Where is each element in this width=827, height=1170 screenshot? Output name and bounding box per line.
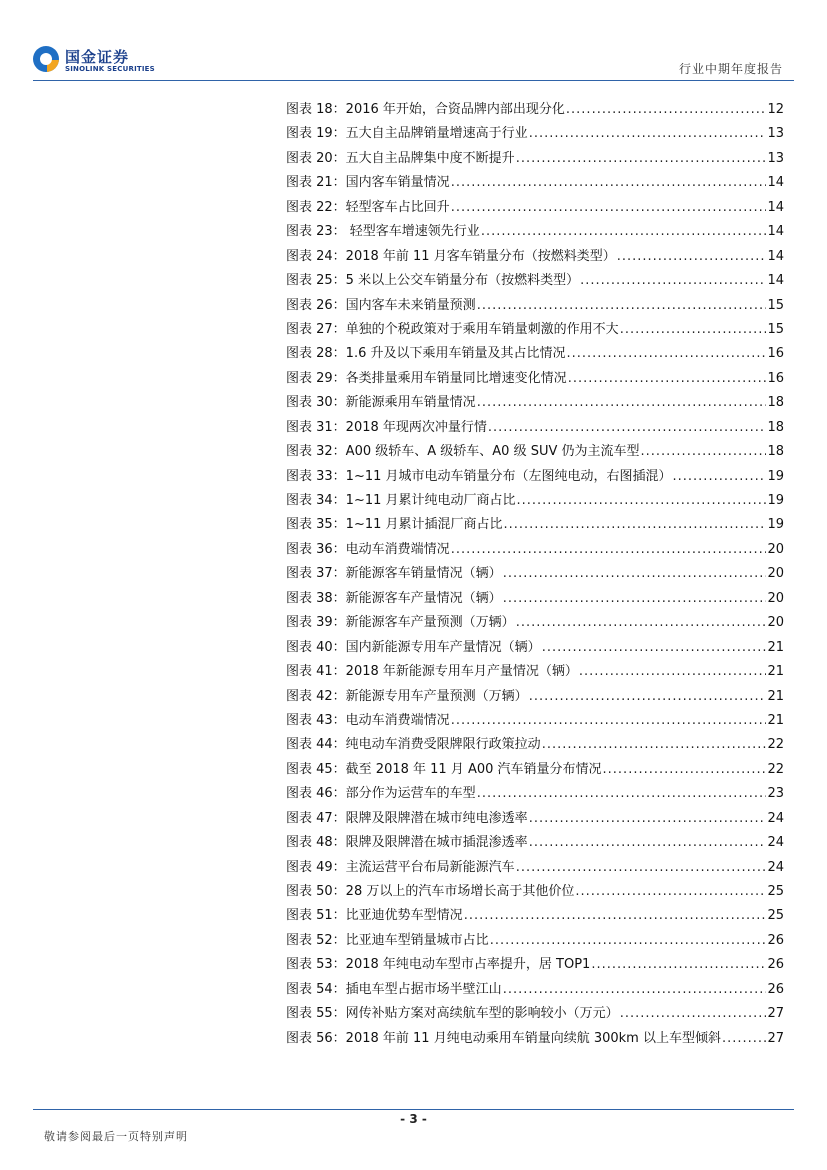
toc-entry[interactable] (286, 294, 784, 318)
toc-entry-page: 26 (767, 981, 784, 997)
toc-entry[interactable] (286, 440, 784, 464)
toc-entry-label: 图表 44：纯电动车消费受限牌限行政策拉动 (286, 737, 541, 753)
toc-entry[interactable] (286, 660, 784, 684)
toc-entry-page: 14 (767, 273, 784, 289)
toc-leader-dots (566, 342, 766, 366)
toc-entry-label: 图表 20：五大自主品牌集中度不断提升 (286, 150, 515, 166)
toc-entry-label: 图表 48：限牌及限牌潜在城市插混渗透率 (286, 835, 528, 851)
toc-entry[interactable] (286, 147, 784, 171)
toc-entry-label: 图表 21：国内客车销量情况 (286, 175, 450, 191)
toc-entry[interactable] (286, 122, 784, 146)
toc-entry-page: 24 (767, 810, 784, 826)
toc-entry-page: 18 (767, 419, 784, 435)
disclaimer-note: 敬请参阅最后一页特别声明 (44, 1130, 188, 1143)
toc-leader-dots (620, 318, 767, 342)
toc-entry-page: 15 (767, 297, 784, 313)
toc-entry[interactable] (286, 856, 784, 880)
header-divider (33, 80, 794, 81)
logo-english-name: SINOLINK SECURITIES (65, 65, 155, 73)
toc-entry-page: 27 (767, 1006, 784, 1022)
toc-entry[interactable] (286, 465, 784, 489)
toc-entry-page: 25 (767, 908, 784, 924)
toc-leader-dots (503, 587, 767, 611)
toc-entry[interactable] (286, 904, 784, 928)
toc-entry[interactable] (286, 611, 784, 635)
toc-entry[interactable] (286, 758, 784, 782)
toc-entry-page: 26 (767, 957, 784, 973)
toc-entry-label: 图表 53：2018 年纯电动车型市占率提升，居 TOP1 (286, 957, 591, 973)
toc-entry-page: 21 (767, 688, 784, 704)
toc-leader-dots (464, 904, 767, 928)
toc-leader-dots (481, 220, 767, 244)
company-logo (33, 45, 163, 77)
toc-entry[interactable] (286, 1027, 784, 1051)
toc-entry[interactable] (286, 953, 784, 977)
toc-entry-label: 图表 35：1~11 月累计插混厂商占比 (286, 517, 503, 533)
toc-entry-page: 20 (767, 590, 784, 606)
toc-entry[interactable] (286, 171, 784, 195)
toc-leader-dots (477, 782, 767, 806)
toc-entry-page: 13 (767, 126, 784, 142)
toc-entry[interactable] (286, 489, 784, 513)
toc-entry[interactable] (286, 709, 784, 733)
toc-entry-page: 14 (767, 224, 784, 240)
toc-entry[interactable] (286, 342, 784, 366)
toc-entry-label: 图表 45：截至 2018 年 11 月 A00 汽车销量分布情况 (286, 761, 602, 777)
toc-entry-page: 15 (767, 321, 784, 337)
toc-leader-dots (641, 440, 767, 464)
toc-entry[interactable] (286, 220, 784, 244)
toc-entry-label: 图表 22：轻型客车占比回升 (286, 199, 450, 215)
footer-divider (33, 1109, 794, 1110)
toc-entry[interactable] (286, 98, 784, 122)
toc-leader-dots (591, 953, 766, 977)
toc-entry-page: 21 (767, 712, 784, 728)
toc-entry-page: 16 (767, 346, 784, 362)
toc-entry-page: 19 (767, 517, 784, 533)
toc-leader-dots (529, 831, 767, 855)
toc-entry-page: 14 (767, 175, 784, 191)
toc-leader-dots (451, 196, 767, 220)
table-of-figures (286, 98, 784, 1051)
toc-leader-dots (580, 269, 766, 293)
toc-entry-label: 图表 29：各类排量乘用车销量同比增速变化情况 (286, 370, 567, 386)
toc-leader-dots (504, 513, 767, 537)
toc-entry-label: 图表 55：网传补贴方案对高续航车型的影响较小（万元） (286, 1006, 619, 1022)
toc-entry-page: 18 (767, 395, 784, 411)
toc-entry-page: 14 (767, 248, 784, 264)
toc-leader-dots (575, 880, 766, 904)
toc-entry-label: 图表 41：2018 年新能源专用车月产量情况（辆） (286, 664, 578, 680)
toc-entry-label: 图表 34：1~11 月累计纯电动厂商占比 (286, 493, 516, 508)
toc-entry[interactable] (286, 685, 784, 709)
report-type-label: 行业中期年度报告 (678, 62, 783, 76)
toc-entry[interactable] (286, 318, 784, 342)
logo-chinese-name: 国金证券 (65, 48, 130, 66)
toc-entry-label: 图表 24：2018 年前 11 月客车销量分布（按燃料类型） (286, 248, 616, 264)
toc-leader-dots (542, 636, 767, 660)
toc-entry-page: 22 (767, 761, 784, 777)
toc-leader-dots (673, 465, 767, 489)
toc-entry-label: 图表 25：5 米以上公交车销量分布（按燃料类型） (286, 273, 580, 289)
toc-entry-page: 25 (767, 884, 784, 899)
toc-entry-page: 20 (767, 566, 784, 582)
toc-entry-label: 图表 46：部分作为运营车的车型 (286, 786, 476, 802)
toc-entry-label: 图表 40：国内新能源专用车产量情况（辆） (286, 639, 541, 655)
toc-leader-dots (516, 147, 767, 171)
toc-leader-dots (542, 733, 767, 757)
toc-entry-label: 图表 51：比亚迪优势车型情况 (286, 908, 463, 924)
toc-leader-dots (488, 416, 767, 440)
toc-entry[interactable] (286, 245, 784, 269)
toc-leader-dots (451, 538, 767, 562)
toc-leader-dots (477, 294, 767, 318)
toc-entry-page: 12 (767, 102, 784, 117)
logo-mark-icon (33, 46, 59, 72)
toc-entry-label: 图表 27：单独的个税政策对于乘用车销量刺激的作用不大 (286, 321, 619, 337)
toc-entry[interactable] (286, 587, 784, 611)
toc-entry-page: 24 (767, 835, 784, 851)
toc-entry[interactable] (286, 196, 784, 220)
toc-entry[interactable] (286, 513, 784, 537)
toc-entry[interactable] (286, 733, 784, 757)
toc-entry-label: 图表 33：1~11 月城市电动车销量分布（左图纯电动，右图插混） (286, 468, 672, 484)
toc-entry-page: 18 (767, 444, 784, 460)
toc-entry-label: 图表 39：新能源客车产量预测（万辆） (286, 615, 515, 631)
toc-entry-label: 图表 49：主流运营平台布局新能源汽车 (286, 859, 515, 875)
toc-entry[interactable] (286, 1002, 784, 1026)
toc-leader-dots (603, 758, 767, 782)
toc-leader-dots (516, 611, 767, 635)
toc-entry[interactable] (286, 562, 784, 586)
toc-leader-dots (529, 685, 767, 709)
toc-entry[interactable] (286, 391, 784, 415)
toc-leader-dots (490, 929, 767, 953)
toc-leader-dots (722, 1027, 766, 1051)
toc-entry-page: 19 (767, 493, 784, 508)
toc-entry[interactable] (286, 929, 784, 953)
toc-leader-dots (579, 660, 767, 684)
toc-entry-page: 24 (767, 859, 784, 875)
page-number: - 3 - (400, 1112, 427, 1126)
toc-entry[interactable] (286, 416, 784, 440)
toc-entry[interactable] (286, 636, 784, 660)
toc-entry-page: 16 (767, 370, 784, 386)
toc-entry-label: 图表 47：限牌及限牌潜在城市纯电渗透率 (286, 810, 528, 826)
toc-leader-dots (568, 367, 767, 391)
toc-leader-dots (517, 489, 767, 513)
toc-leader-dots (529, 807, 767, 831)
toc-entry-page: 22 (767, 737, 784, 753)
toc-entry[interactable] (286, 367, 784, 391)
toc-leader-dots (516, 856, 767, 880)
toc-entry[interactable] (286, 880, 784, 904)
toc-leader-dots (451, 709, 767, 733)
toc-entry-page: 21 (767, 639, 784, 655)
toc-entry-label: 图表 43：电动车消费端情况 (286, 712, 450, 728)
toc-entry-page: 20 (767, 615, 784, 631)
toc-entry[interactable] (286, 538, 784, 562)
toc-entry-page: 27 (767, 1030, 784, 1046)
toc-leader-dots (566, 98, 767, 122)
toc-entry-label: 图表 18：2016 年开始，合资品牌内部出现分化 (286, 102, 565, 117)
toc-entry-label: 图表 28：1.6 升及以下乘用车销量及其占比情况 (286, 346, 566, 362)
toc-entry-label: 图表 31：2018 年现两次冲量行情 (286, 419, 487, 435)
toc-entry-page: 19 (767, 468, 784, 484)
toc-entry-page: 26 (767, 932, 784, 948)
toc-leader-dots (503, 978, 767, 1002)
toc-leader-dots (620, 1002, 767, 1026)
toc-entry-label: 图表 54：插电车型占据市场半壁江山 (286, 981, 502, 997)
toc-leader-dots (529, 122, 767, 146)
toc-entry-page: 13 (767, 150, 784, 166)
toc-leader-dots (477, 391, 767, 415)
toc-entry-page: 20 (767, 541, 784, 557)
toc-entry-label: 图表 26：国内客车未来销量预测 (286, 297, 476, 313)
toc-leader-dots (503, 562, 767, 586)
toc-entry[interactable] (286, 978, 784, 1002)
toc-leader-dots (451, 171, 767, 195)
toc-entry-page: 23 (767, 786, 784, 802)
toc-entry-label: 图表 30：新能源乘用车销量情况 (286, 395, 476, 411)
toc-entry-label: 图表 42：新能源专用车产量预测（万辆） (286, 688, 528, 704)
toc-entry-label: 图表 37：新能源客车销量情况（辆） (286, 566, 502, 582)
toc-entry-label: 图表 56：2018 年前 11 月纯电动乘用车销量向续航 300km 以上车型倾斜 (286, 1030, 721, 1046)
toc-entry-page: 21 (767, 664, 784, 680)
toc-entry-label: 图表 32：A00 级轿车、A 级轿车、A0 级 SUV 仍为主流车型 (286, 444, 640, 460)
toc-entry[interactable] (286, 831, 784, 855)
toc-leader-dots (617, 245, 767, 269)
toc-entry-label: 图表 36：电动车消费端情况 (286, 541, 450, 557)
toc-entry-label: 图表 52：比亚迪车型销量城市占比 (286, 932, 489, 948)
toc-entry-label: 图表 23： 轻型客车增速领先行业 (286, 224, 480, 240)
toc-entry[interactable] (286, 269, 784, 293)
toc-entry-label: 图表 50：28 万以上的汽车市场增长高于其他价位 (286, 884, 575, 899)
toc-entry-page: 14 (767, 199, 784, 215)
toc-entry-label: 图表 19：五大自主品牌销量增速高于行业 (286, 126, 528, 142)
toc-entry[interactable] (286, 807, 784, 831)
toc-entry-label: 图表 38：新能源客车产量情况（辆） (286, 590, 502, 606)
page-header (0, 0, 827, 82)
toc-entry[interactable] (286, 782, 784, 806)
